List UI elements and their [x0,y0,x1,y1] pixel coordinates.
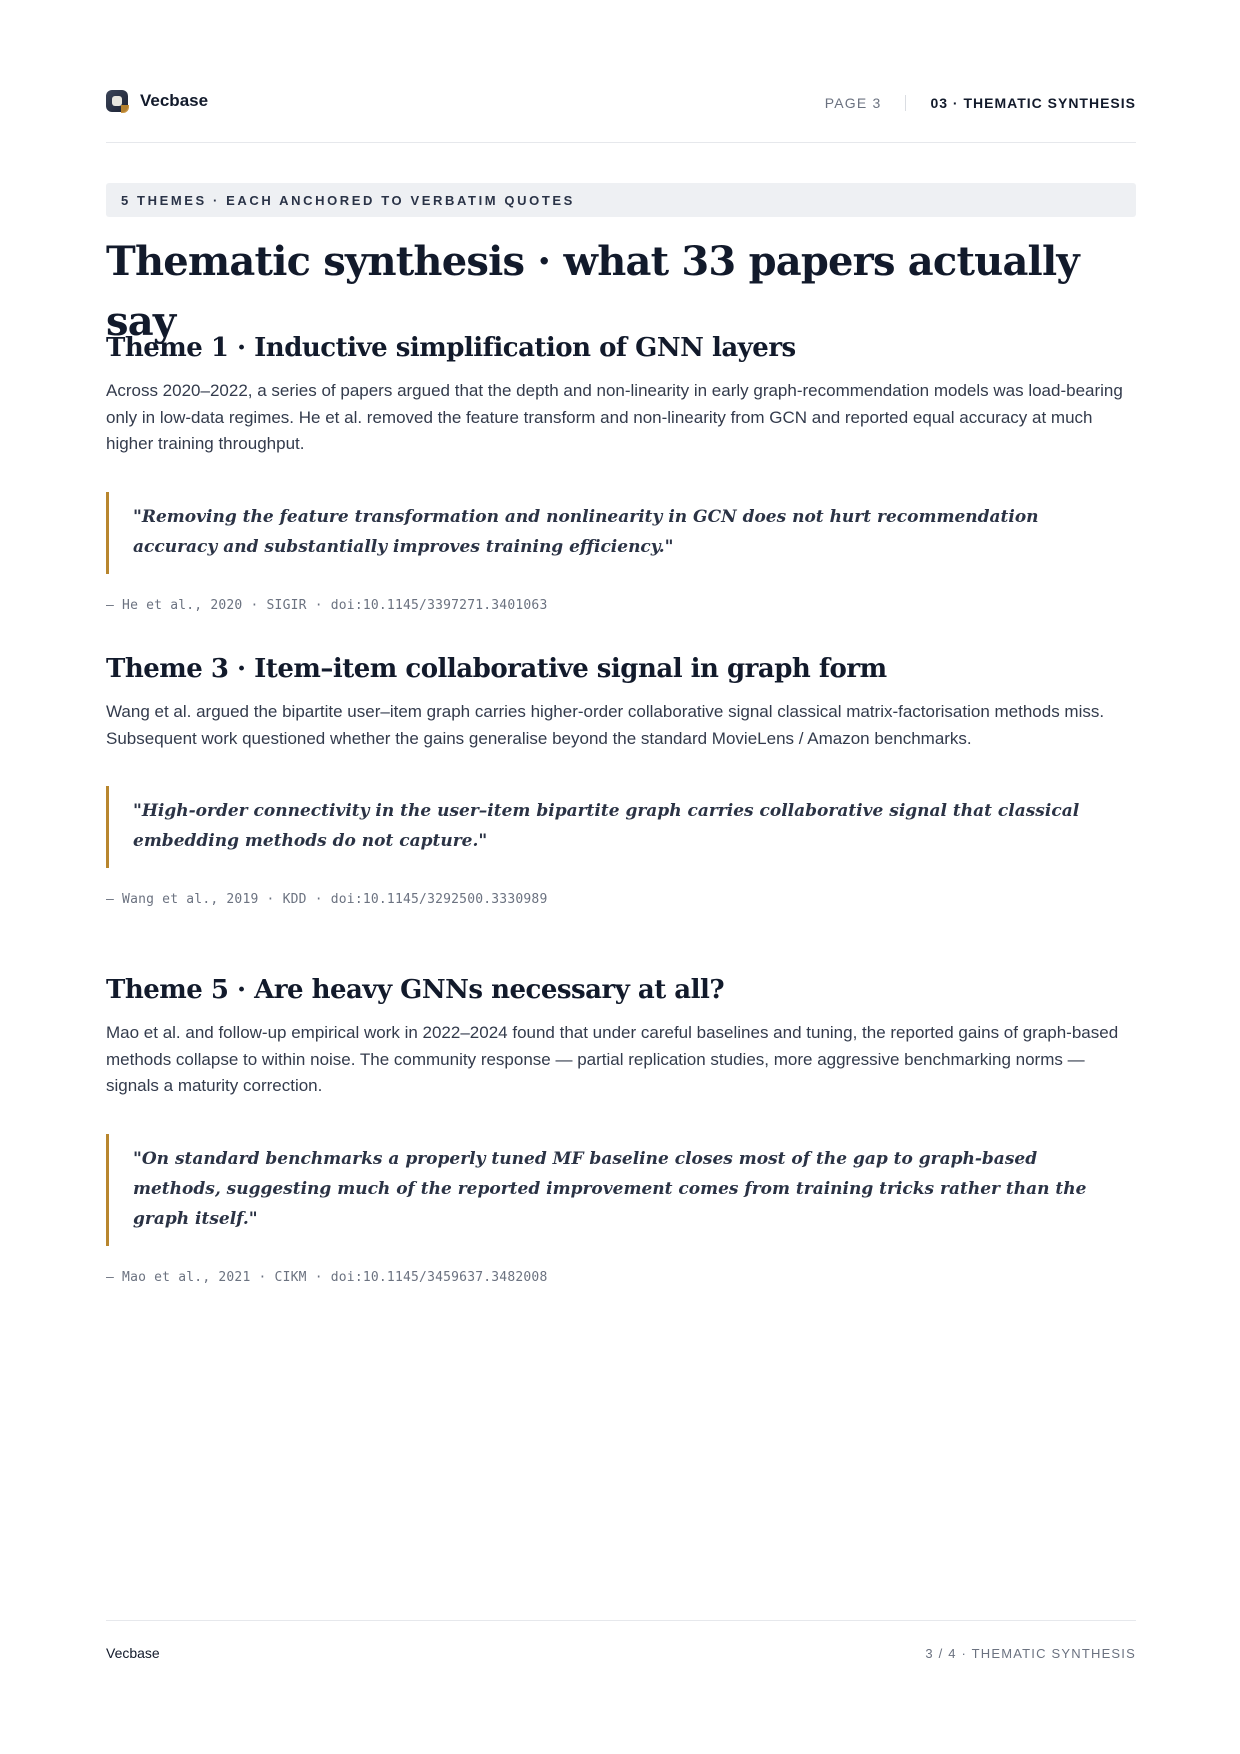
quote-citation: — Mao et al., 2021 · CIKM · doi:10.1145/3459637.3482008 [106,1269,548,1285]
theme-heading: Theme 3 · Item–item collaborative signal in graph form [106,654,887,684]
theme-body: Mao et al. and follow-up empirical work in 2022–2024 found that under careful baselines and tuning, the reported gains of graph-based methods collapse to within noise. The community response — partial replication studies, more aggressive benchmarking norms — signals a maturity correction. [106,1023,1119,1095]
brand [106,90,208,112]
theme-section [106,330,1136,613]
page-header [106,90,1136,143]
theme-section [106,651,1136,907]
page-title: Thematic synthesis · what 33 papers actually say [106,238,1079,345]
document-page [106,0,1136,1754]
verbatim-quote: "Removing the feature transformation and nonlinearity in GCN does not hurt recommendation accuracy and substantially improves training efficiency." [106,492,1123,574]
section-kicker: 5 THEMES · EACH ANCHORED TO VERBATIM QUOTES [106,183,1136,217]
header-meta [825,90,1136,111]
page-footer [106,1620,1136,1661]
page-number: PAGE 3 [824,95,882,111]
section-name: 03 · THEMATIC SYNTHESIS [930,95,1136,111]
theme-body: Wang et al. argued the bipartite user–item graph carries higher-order collaborative signal classical matrix-factorisation methods miss. Subsequent work questioned whether the gains generalise beyond the standard MovieLens / Amazon benchmarks. [106,702,1105,748]
quote-citation: — Wang et al., 2019 · KDD · doi:10.1145/3292500.3330989 [106,892,548,907]
verbatim-quote: "On standard benchmarks a properly tuned MF baseline closes most of the gap to graph-based methods, suggesting much of the reported improvement comes from training tricks rather than the graph itself." [106,1134,1123,1246]
quote-citation: — He et al., 2020 · SIGIR · doi:10.1145/3397271.3401063 [106,597,548,613]
brand-name: Vecbase [140,91,209,110]
theme-section [106,972,1136,1285]
theme-body: Across 2020–2022, a series of papers argued that the depth and non-linearity in early graph-recommendation models was load-bearing only in low-data regimes. He et al. removed the feature transform and non-linearity from GCN and reported equal accuracy at much higher training throughput. [106,381,1123,453]
verbatim-quote: "High-order connectivity in the user–item bipartite graph carries collaborative signal that classical embedding methods do not capture." [106,786,1123,868]
footer-page-info: 3 / 4 · THEMATIC SYNTHESIS [925,1645,1136,1661]
vecbase-logo-icon [106,90,128,112]
footer-brand: Vecbase [106,1645,160,1661]
theme-heading: Theme 5 · Are heavy GNNs necessary at all? [106,975,725,1005]
theme-heading: Theme 1 · Inductive simplification of GNN layers [106,333,796,363]
